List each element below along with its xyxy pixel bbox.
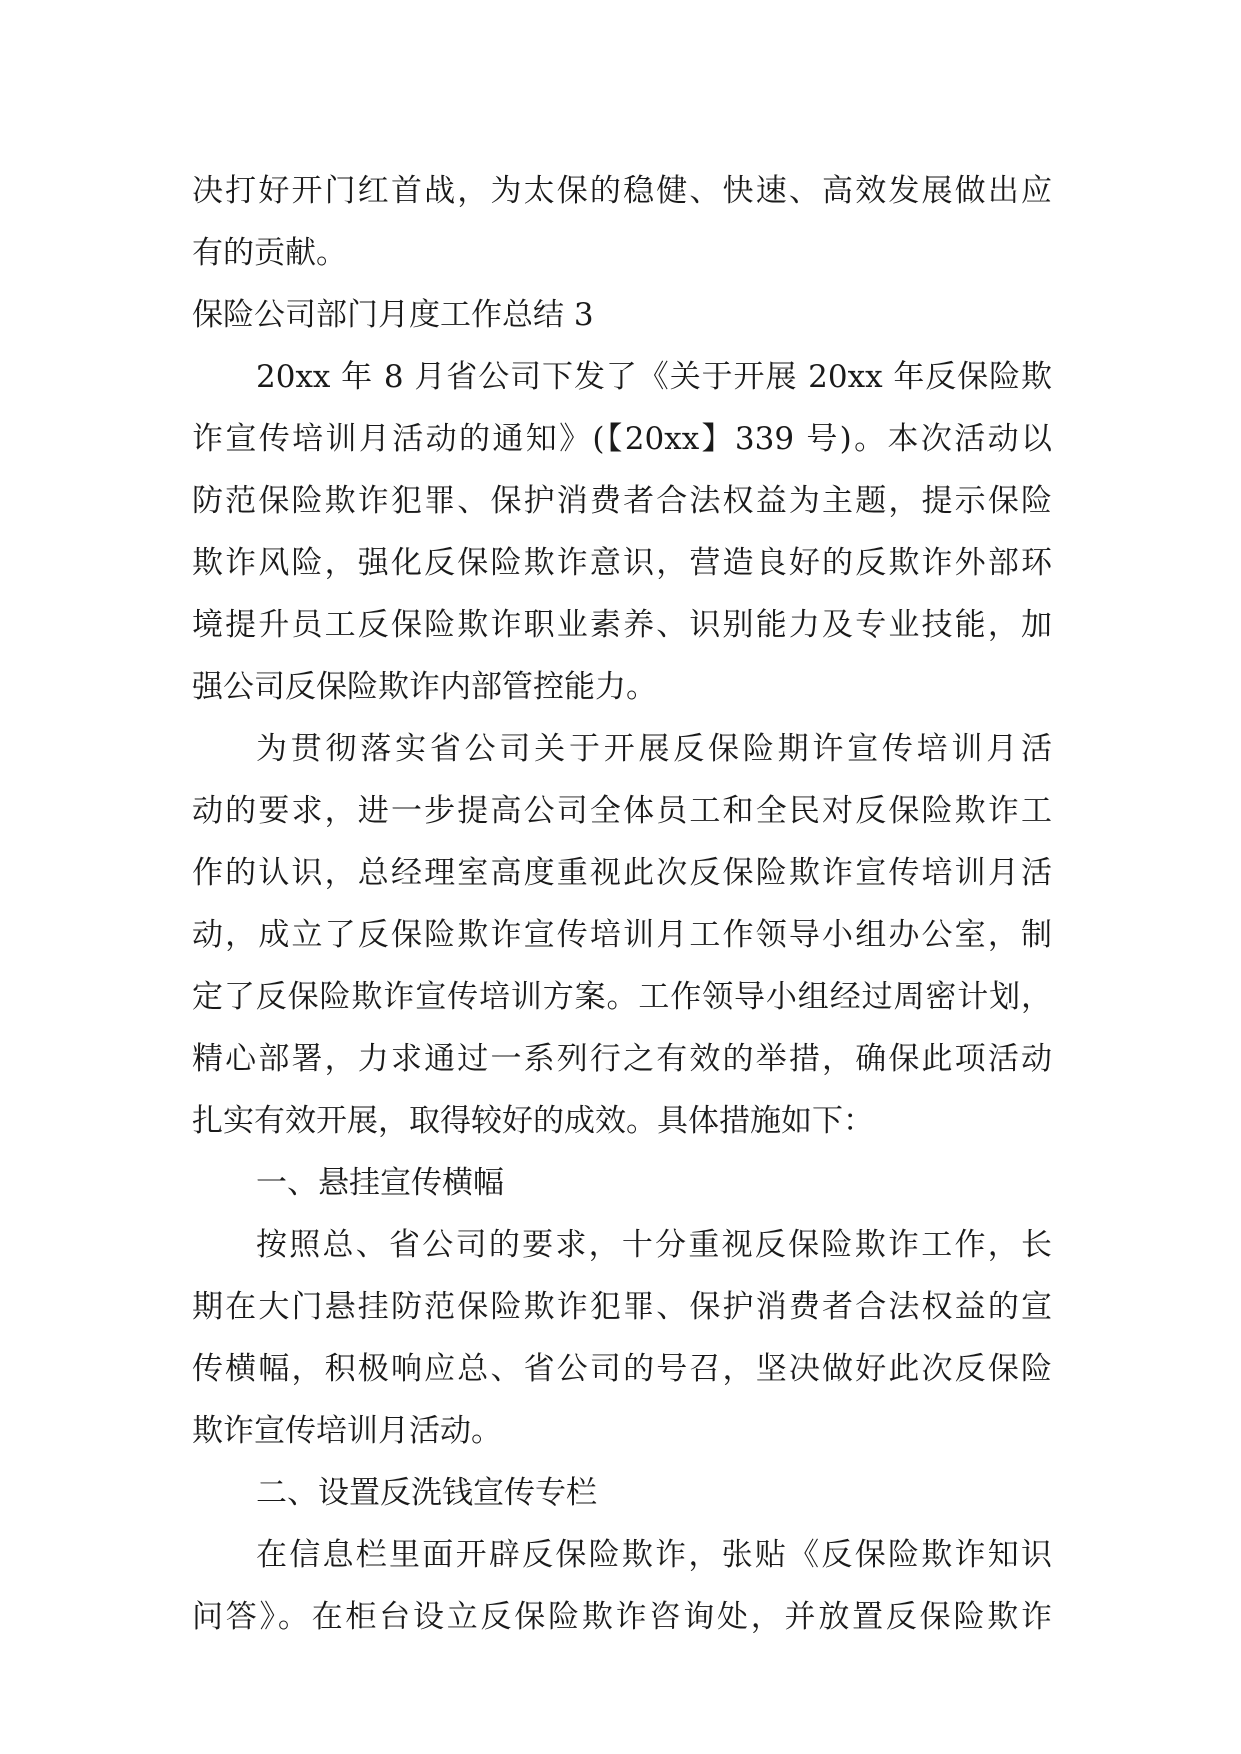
text-line: 境提升员工反保险欺诈职业素养、识别能力及专业技能，加 — [192, 607, 1052, 643]
text-line: 欺诈宣传培训月活动。 — [192, 1413, 502, 1449]
text-line: 动的要求，进一步提高公司全体员工和全民对反保险欺诈工 — [192, 793, 1052, 829]
text-line: 为贯彻落实省公司关于开展反保险期许宣传培训月活 — [256, 731, 1052, 767]
text-line: 有的贡献。 — [192, 235, 347, 271]
text-line: 按照总、省公司的要求，十分重视反保险欺诈工作，长 — [256, 1227, 1052, 1263]
text-line: 传横幅，积极响应总、省公司的号召，坚决做好此次反保险 — [192, 1351, 1052, 1387]
text-line: 扎实有效开展，取得较好的成效。具体措施如下： — [192, 1103, 874, 1139]
subheading: 二、设置反洗钱宣传专栏 — [256, 1475, 597, 1511]
text-line: 作的认识，总经理室高度重视此次反保险欺诈宣传培训月活 — [192, 855, 1052, 891]
text-line: 诈宣传培训月活动的通知》(【20xx】339 号)。本次活动以 — [192, 421, 1052, 457]
text-line: 决打好开门红首战，为太保的稳健、快速、高效发展做出应 — [192, 173, 1052, 209]
text-line: 在信息栏里面开辟反保险欺诈，张贴《反保险欺诈知识 — [256, 1537, 1052, 1573]
text-line: 问答》。在柜台设立反保险欺诈咨询处，并放置反保险欺诈 — [192, 1599, 1052, 1635]
section-heading: 保险公司部门月度工作总结 3 — [192, 297, 594, 333]
text-line: 20xx 年 8 月省公司下发了《关于开展 20xx 年反保险欺 — [256, 359, 1052, 395]
document-page — [192, 160, 1052, 1648]
text-line: 期在大门悬挂防范保险欺诈犯罪、保护消费者合法权益的宣 — [192, 1289, 1052, 1325]
text-line: 定了反保险欺诈宣传培训方案。工作领导小组经过周密计划， — [192, 979, 1052, 1015]
text-line: 动，成立了反保险欺诈宣传培训月工作领导小组办公室，制 — [192, 917, 1052, 953]
text-line: 防范保险欺诈犯罪、保护消费者合法权益为主题，提示保险 — [192, 483, 1052, 519]
text-line: 强公司反保险欺诈内部管控能力。 — [192, 669, 657, 705]
subheading: 一、悬挂宣传横幅 — [256, 1165, 504, 1201]
text-line: 欺诈风险，强化反保险欺诈意识，营造良好的反欺诈外部环 — [192, 545, 1052, 581]
text-line: 精心部署，力求通过一系列行之有效的举措，确保此项活动 — [192, 1041, 1052, 1077]
